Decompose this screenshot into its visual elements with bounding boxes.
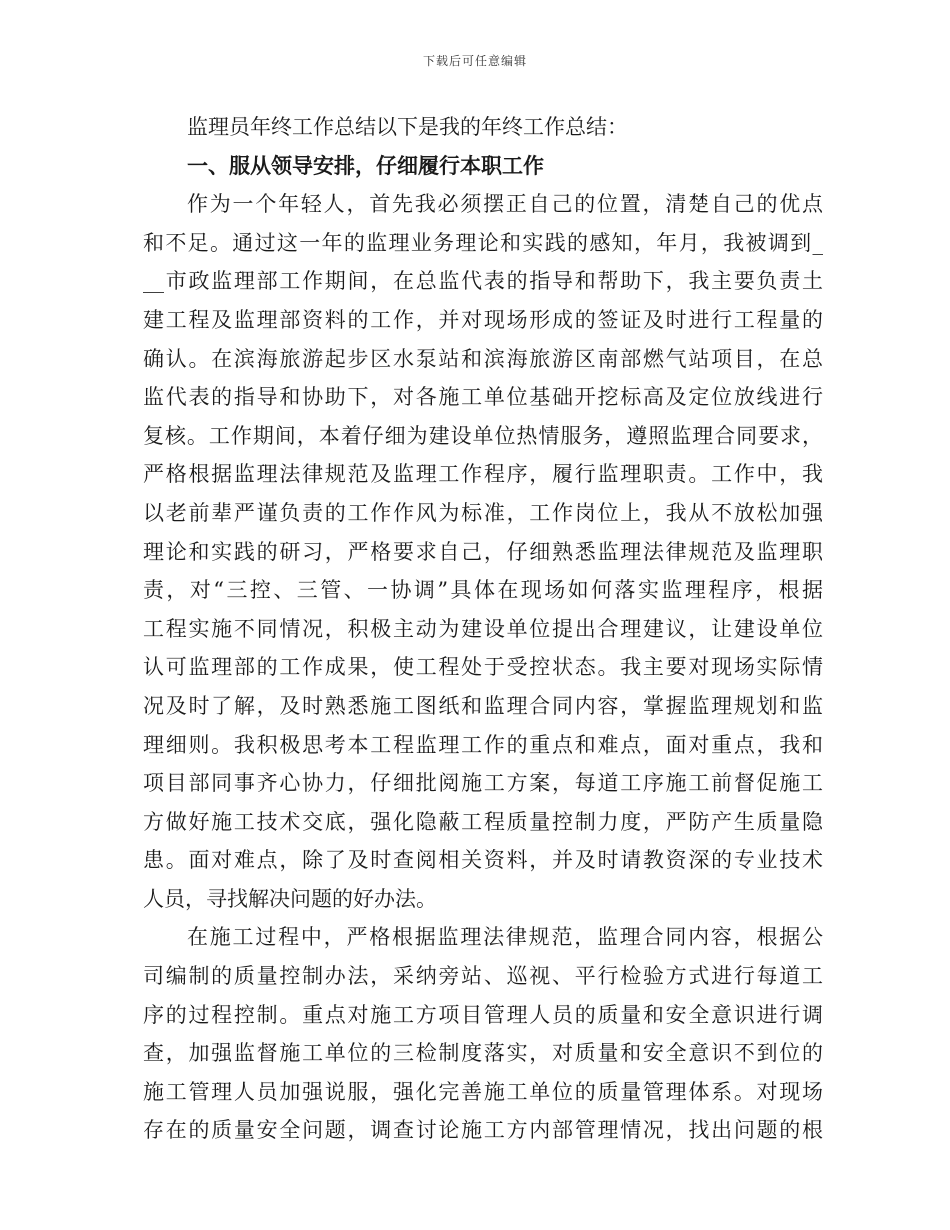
paragraph-line: 患。面对难点，除了及时查阅相关资料，并及时请教资深的专业技术 — [143, 848, 823, 873]
paragraph-line: 以老前辈严谨负责的工作作风为标准，工作岗位上，我从不放松加强 — [143, 500, 823, 525]
paragraph-line: 确认。在滨海旅游起步区水泵站和滨海旅游区南部燃气站项目，在总 — [143, 346, 823, 371]
paragraph-line: 人员，寻找解决问题的好办法。 — [143, 886, 437, 911]
paragraph-line: __市政监理部工作期间，在总监代表的指导和帮助下，我主要负责土 — [143, 269, 823, 294]
paragraph-line: 工程实施不同情况，积极主动为建设单位提出合理建议，让建设单位 — [143, 616, 823, 641]
paragraph-line: 查，加强监督施工单位的三检制度落实，对质量和安全意识不到位的 — [143, 1041, 823, 1066]
paragraph-line: 项目部同事齐心协力，仔细批阅施工方案，每道工序施工前督促施工 — [143, 771, 823, 796]
intro-line: 监理员年终工作总结以下是我的年终工作总结： — [187, 115, 628, 139]
paragraph-line: 责，对“三控、三管、一协调”具体在现场如何落实监理程序，根据 — [143, 578, 823, 603]
paragraph-line: 复核。工作期间，本着仔细为建设单位热情服务，遵照监理合同要求， — [143, 423, 823, 448]
document-body — [143, 108, 823, 1150]
paragraph-line: 在施工过程中，严格根据监理法律规范，监理合同内容，根据公 — [187, 925, 823, 950]
paragraph-line: 作为一个年轻人，首先我必须摆正自己的位置，清楚自己的优点 — [187, 192, 823, 217]
paragraph-line: 监代表的指导和协助下，对各施工单位基础开挖标高及定位放线进行 — [143, 385, 823, 410]
section-1-title: 一、服从领导安排，仔细履行本职工作 — [187, 153, 544, 178]
paragraph-line: 建工程及监理部资料的工作，并对现场形成的签证及时进行工程量的 — [143, 307, 823, 332]
paragraph-line: 况及时了解，及时熟悉施工图纸和监理合同内容，掌握监理规划和监 — [143, 693, 823, 718]
paragraph-line: 方做好施工技术交底，强化隐蔽工程质量控制力度，严防产生质量隐 — [143, 809, 823, 834]
paragraph-line: 理细则。我积极思考本工程监理工作的重点和难点，面对重点，我和 — [143, 732, 823, 757]
paragraph-line: 司编制的质量控制办法，采纳旁站、巡视、平行检验方式进行每道工 — [143, 964, 823, 989]
paragraph-line: 施工管理人员加强说服，强化完善施工单位的质量管理体系。对现场 — [143, 1079, 823, 1104]
paragraph-1 — [143, 185, 823, 918]
paragraph-line: 序的过程控制。重点对施工方项目管理人员的质量和安全意识进行调 — [143, 1002, 823, 1027]
paragraph-line: 存在的质量安全问题，调查讨论施工方内部管理情况，找出问题的根 — [143, 1118, 823, 1143]
paragraph-2 — [143, 918, 823, 1150]
paragraph-line: 严格根据监理法律规范及监理工作程序，履行监理职责。工作中，我 — [143, 462, 823, 487]
paragraph-line: 和不足。通过这一年的监理业务理论和实践的感知，年月，我被调到_ — [143, 230, 823, 255]
paragraph-line: 认可监理部的工作成果，使工程处于受控状态。我主要对现场实际情 — [143, 655, 823, 680]
paragraph-line: 理论和实践的研习，严格要求自己，仔细熟悉监理法律规范及监理职 — [143, 539, 823, 564]
page-header: 下载后可任意编辑 — [422, 54, 527, 68]
